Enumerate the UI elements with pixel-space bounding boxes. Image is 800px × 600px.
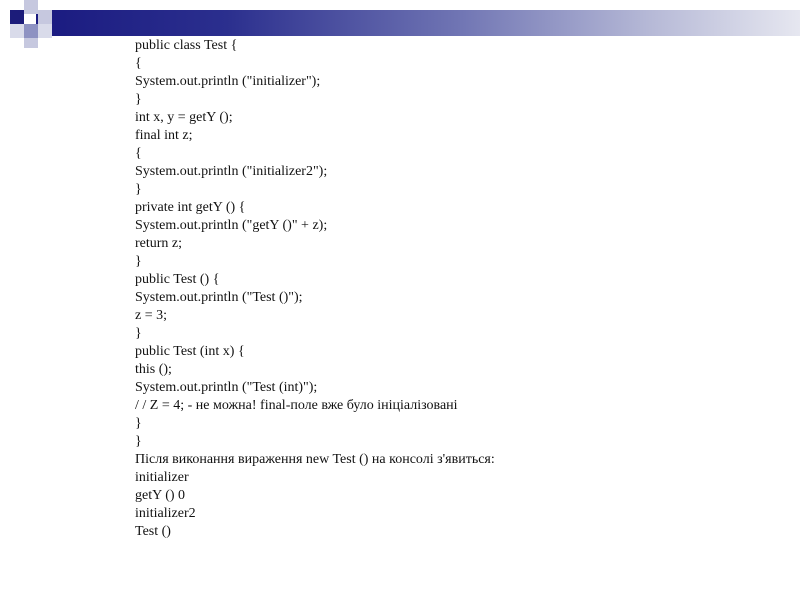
code-text-block [135, 37, 775, 541]
code-line: } [135, 182, 142, 197]
code-line: } [135, 254, 142, 269]
code-line: } [135, 416, 142, 431]
logo-square [38, 10, 52, 24]
code-line: public Test (int x) { [135, 344, 245, 359]
logo-square [24, 38, 38, 48]
code-line: private int getY () { [135, 200, 246, 215]
console-output-line: initializer2 [135, 506, 196, 521]
logo-square [10, 10, 24, 24]
code-line: } [135, 92, 142, 107]
code-line: z = 3; [135, 308, 167, 323]
code-line: System.out.println ("getY ()" + z); [135, 218, 328, 233]
code-line: } [135, 326, 142, 341]
logo-square [24, 0, 38, 14]
code-line: return z; [135, 236, 183, 251]
console-output-line: getY () 0 [135, 488, 186, 503]
code-line: { [135, 56, 142, 71]
code-line: } [135, 434, 142, 449]
code-line: public class Test { [135, 38, 238, 53]
code-line: public Test () { [135, 272, 220, 287]
code-line: System.out.println ("Test (int)"); [135, 380, 318, 395]
header-gradient-bar [36, 10, 800, 36]
code-line: this (); [135, 362, 172, 377]
code-line: System.out.println ("initializer2"); [135, 164, 328, 179]
code-line: { [135, 146, 142, 161]
logo-square [38, 24, 52, 38]
explanation-text: Після виконання вираження new Test () на консолі з'явиться: [135, 452, 495, 467]
code-line: int x, y = getY (); [135, 110, 233, 125]
code-line: System.out.println ("Test ()"); [135, 290, 303, 305]
logo-square [10, 24, 24, 38]
console-output-line: initializer [135, 470, 189, 485]
logo-square [24, 24, 38, 38]
code-line: System.out.println ("initializer"); [135, 74, 321, 89]
console-output-line: Test () [135, 524, 171, 539]
code-comment-line: / / Z = 4; - не можна! final-поле вже було ініціалізовані [135, 398, 458, 413]
code-line: final int z; [135, 128, 193, 143]
